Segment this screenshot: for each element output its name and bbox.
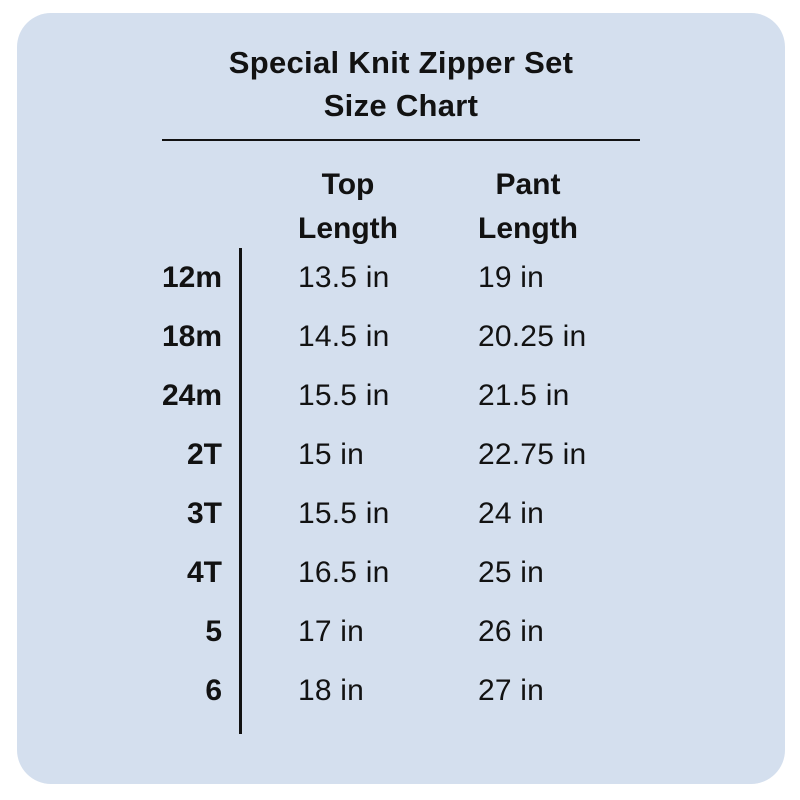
size-cell: 2T (17, 425, 242, 484)
table-row (17, 484, 785, 543)
table-row (17, 366, 785, 425)
chart-title (17, 41, 785, 127)
divider-tail (17, 720, 242, 734)
top-length-cell: 15 in (298, 437, 365, 471)
size-chart-card (17, 13, 785, 784)
header-pant-length (478, 163, 578, 251)
pant-length-cell: 26 in (478, 614, 545, 648)
top-length-cell: 18 in (298, 673, 365, 707)
header-top-line2: Length (298, 212, 398, 245)
table-row (17, 307, 785, 366)
table-row (17, 602, 785, 661)
chart-title-line1: Special Knit Zipper Set (228, 45, 574, 80)
pant-length-cell: 27 in (478, 673, 545, 707)
pant-length-cell: 19 in (478, 260, 545, 294)
title-underline (162, 139, 640, 141)
chart-title-line2: Size Chart (323, 88, 479, 123)
pant-length-cell: 21.5 in (478, 378, 570, 412)
top-length-cell: 14.5 in (298, 319, 390, 353)
table-row (17, 543, 785, 602)
size-table-body (17, 248, 785, 720)
size-cell: 5 (17, 602, 242, 661)
pant-length-cell: 22.75 in (478, 437, 587, 471)
header-pant-line1: Pant (495, 168, 561, 201)
header-top-line1: Top (321, 168, 375, 201)
table-row (17, 661, 785, 720)
pant-length-cell: 20.25 in (478, 319, 587, 353)
table-row (17, 425, 785, 484)
table-header-row (17, 163, 785, 248)
top-length-cell: 15.5 in (298, 378, 390, 412)
size-cell: 4T (17, 543, 242, 602)
table-row (17, 248, 785, 307)
size-table (17, 163, 785, 734)
header-top-length-cell (242, 163, 478, 251)
header-pant-length-cell (478, 163, 785, 251)
top-length-cell: 13.5 in (298, 260, 390, 294)
top-length-cell: 17 in (298, 614, 365, 648)
size-cell: 18m (17, 307, 242, 366)
divider-tail-row (17, 720, 785, 734)
pant-length-cell: 24 in (478, 496, 545, 530)
size-cell: 6 (17, 661, 242, 720)
size-cell: 3T (17, 484, 242, 543)
size-cell: 12m (17, 248, 242, 307)
size-cell: 24m (17, 366, 242, 425)
header-top-length (298, 163, 398, 251)
top-length-cell: 16.5 in (298, 555, 390, 589)
top-length-cell: 15.5 in (298, 496, 390, 530)
pant-length-cell: 25 in (478, 555, 545, 589)
header-pant-line2: Length (478, 212, 578, 245)
